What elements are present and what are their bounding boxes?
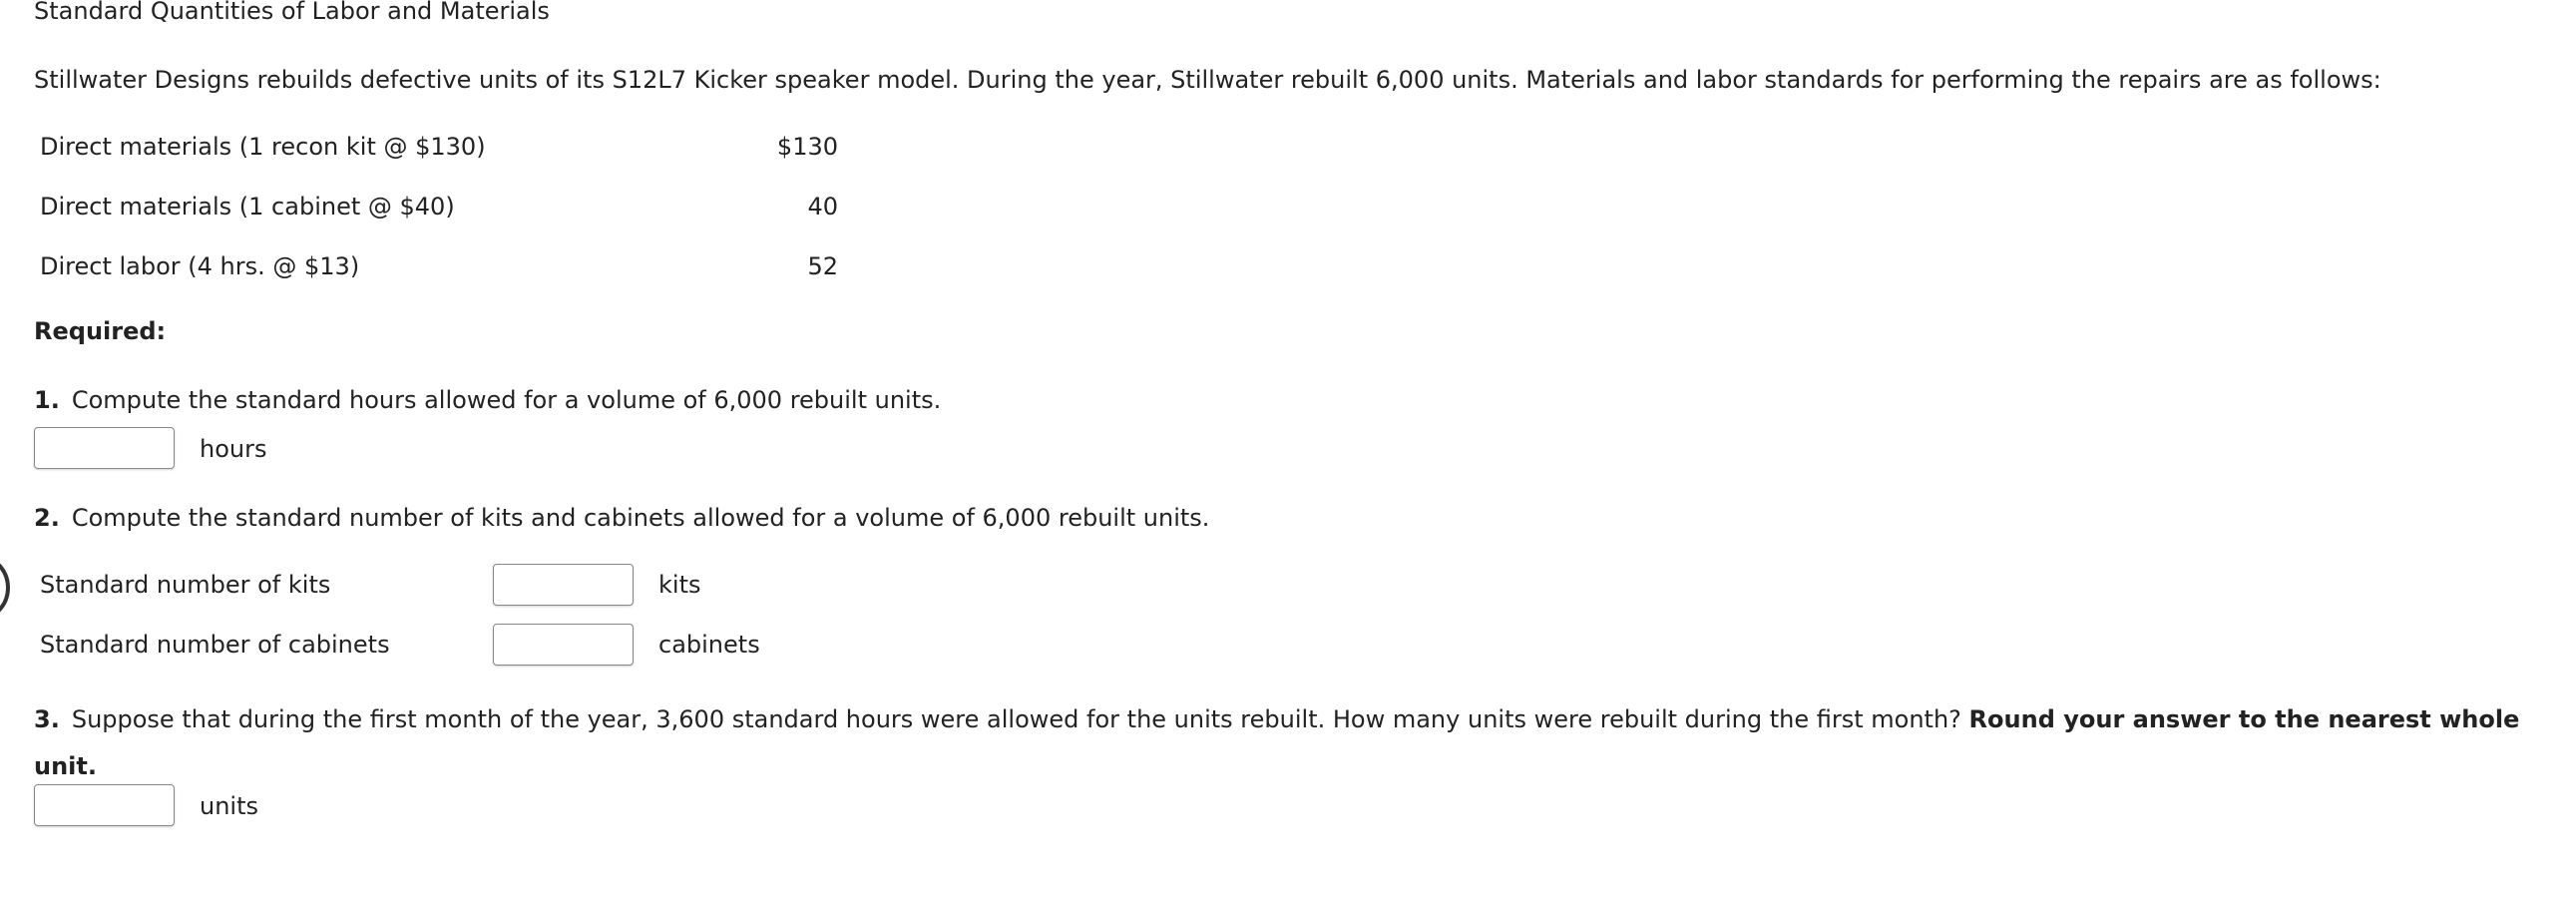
standard-hours-input[interactable] — [34, 427, 175, 469]
question-1-number: 1. — [34, 386, 60, 414]
required-heading: Required: — [34, 317, 167, 345]
cabinets-unit-label: cabinets — [658, 631, 760, 659]
standards-row — [40, 252, 838, 284]
standards-row-value: 52 — [807, 252, 838, 280]
question-3-rounding-instruction: Round your answer to the nearest whole unit. — [34, 705, 2520, 780]
question-1 — [34, 386, 941, 414]
question-2 — [34, 504, 1209, 532]
standards-row-label: Direct labor (4 hrs. @ $13) — [40, 252, 360, 280]
standards-row — [40, 133, 838, 165]
question-2-number: 2. — [34, 504, 60, 532]
standards-row — [40, 193, 838, 225]
units-rebuilt-input[interactable] — [34, 784, 175, 826]
standard-cabinets-input[interactable] — [493, 624, 634, 666]
page-title: Standard Quantities of Labor and Materials — [34, 0, 550, 25]
cabinets-row-label: Standard number of cabinets — [40, 631, 390, 659]
question-3 — [34, 696, 2558, 790]
kits-unit-label: kits — [658, 571, 701, 599]
question-3-number: 3. — [34, 705, 60, 733]
units-unit-label: units — [200, 792, 259, 820]
question-3-text: Suppose that during the first month of the year, 3,600 standard hours were allowed for the units rebuilt. How many units were rebuilt during the first month? — [71, 705, 1961, 733]
problem-intro: Stillwater Designs rebuilds defective units of its S12L7 Kicker speaker model. During the year, Stillwater rebuilt 6,000 units. Materials and labor standards for performing the repairs are as follows: — [34, 66, 2381, 94]
hours-unit-label: hours — [200, 435, 267, 463]
standards-row-label: Direct materials (1 cabinet @ $40) — [40, 193, 455, 221]
standard-kits-input[interactable] — [493, 564, 634, 606]
standards-row-value: $130 — [776, 133, 838, 161]
question-2-text: Compute the standard number of kits and cabinets allowed for a volume of 6,000 rebuilt units. — [71, 504, 1210, 532]
side-circle-marker — [0, 553, 10, 623]
question-1-text: Compute the standard hours allowed for a volume of 6,000 rebuilt units. — [71, 386, 942, 414]
kits-row-label: Standard number of kits — [40, 571, 331, 599]
standards-row-label: Direct materials (1 recon kit @ $130) — [40, 133, 486, 161]
standards-row-value: 40 — [807, 193, 838, 221]
